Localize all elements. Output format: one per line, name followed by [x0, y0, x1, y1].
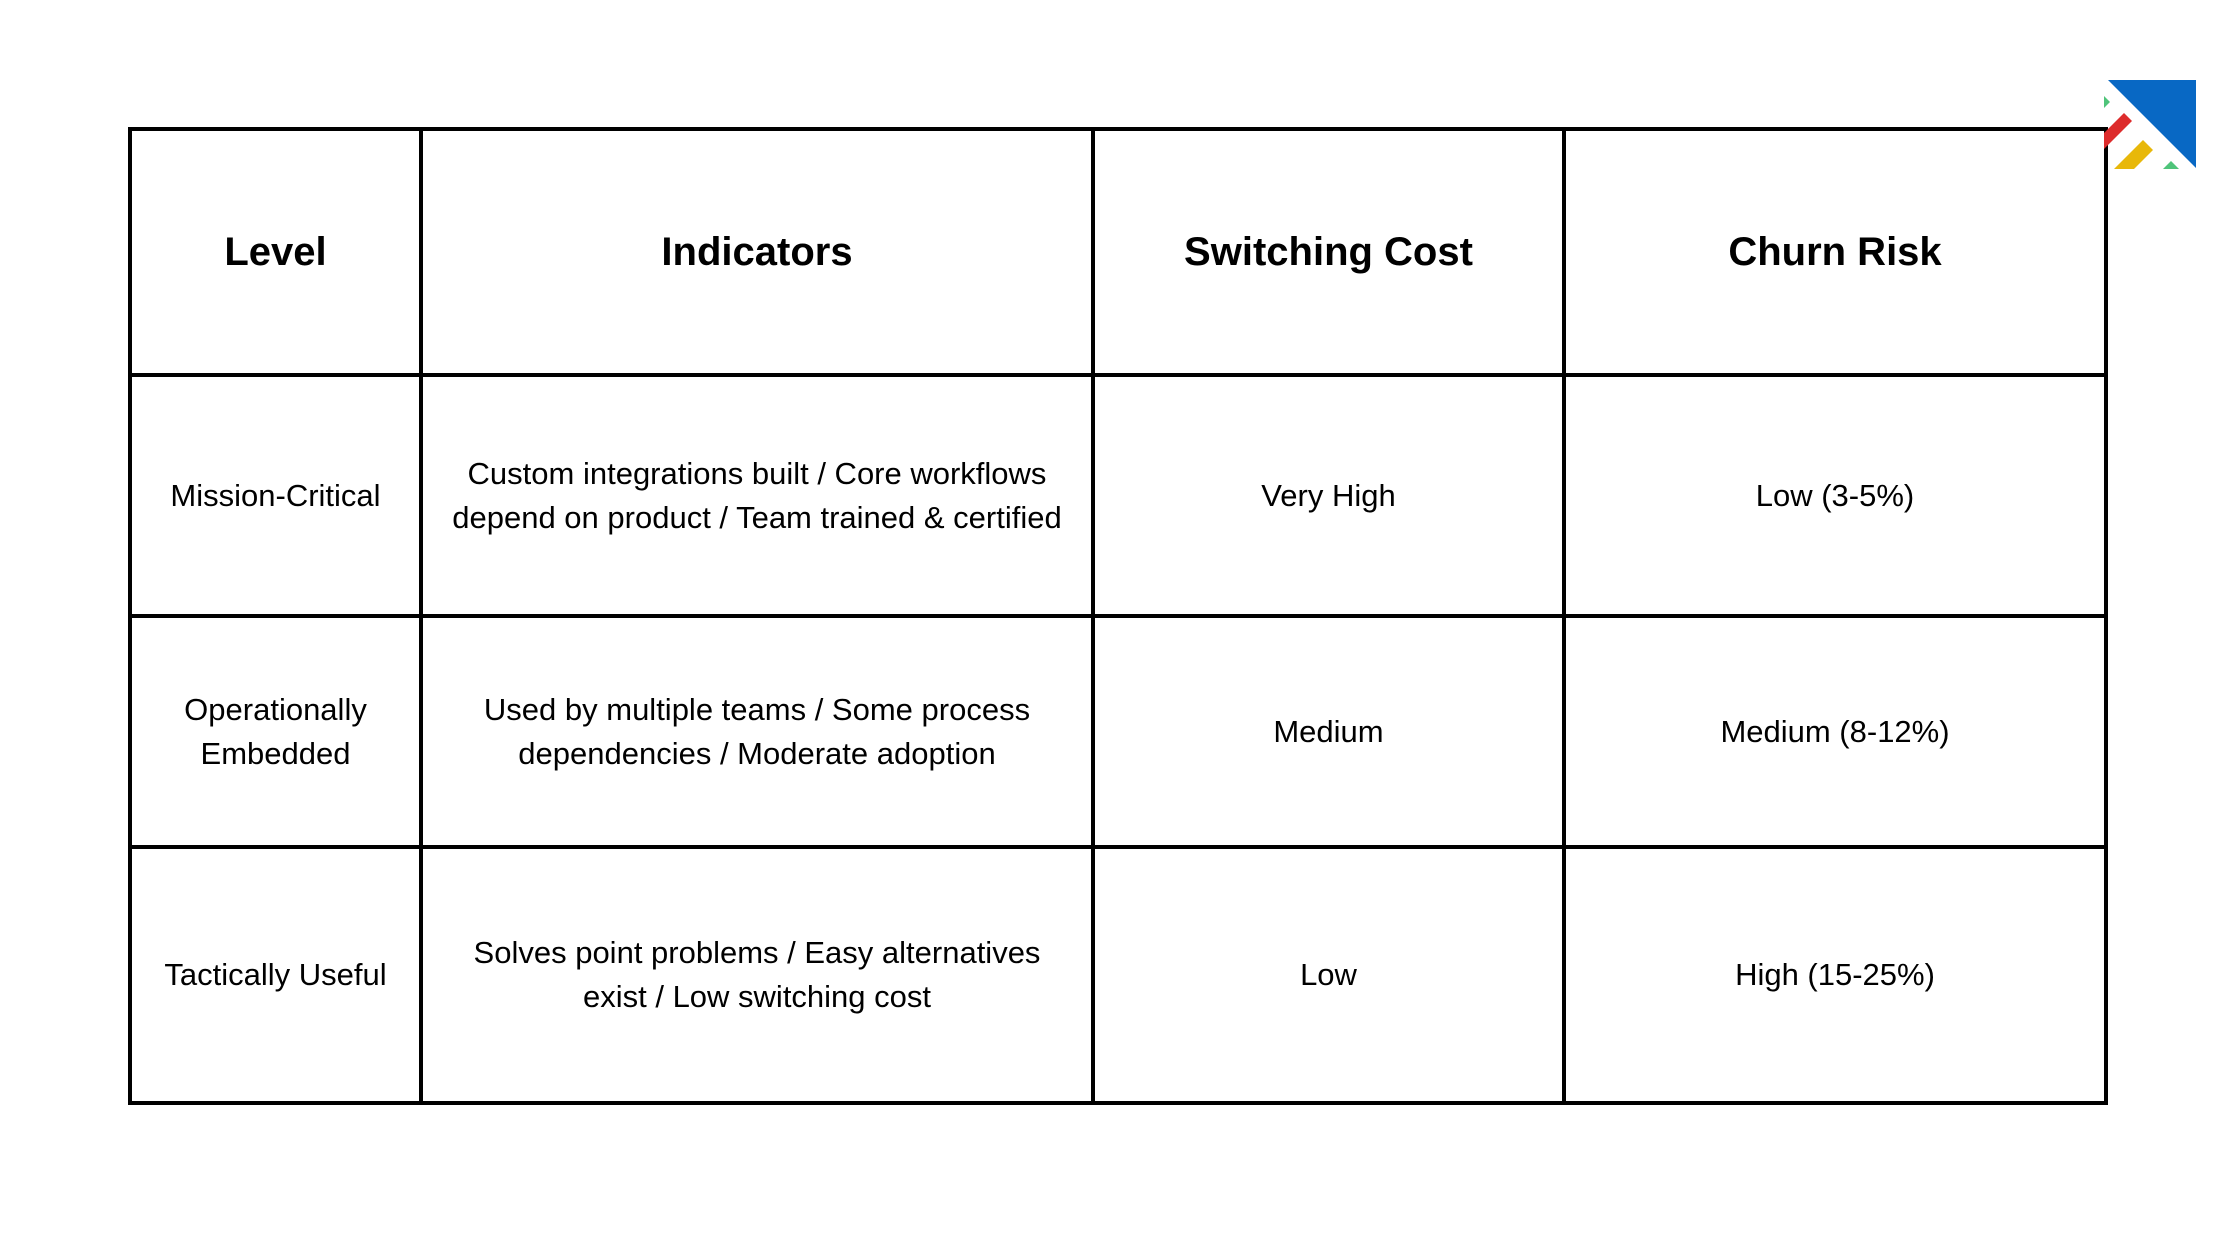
cell-level: Operationally Embedded — [130, 616, 421, 847]
brand-logo-icon — [2100, 76, 2200, 176]
cell-indicators: Used by multiple teams / Some process dependencies / Moderate adoption — [421, 616, 1093, 847]
table-header-row — [130, 129, 2106, 375]
comparison-table — [128, 127, 2108, 1105]
cell-churn-risk: High (15-25%) — [1564, 847, 2106, 1103]
cell-indicators: Custom integrations built / Core workflows depend on product / Team trained & certified — [421, 375, 1093, 616]
table-row — [130, 616, 2106, 847]
cell-switching-cost: Very High — [1093, 375, 1564, 616]
cell-switching-cost: Medium — [1093, 616, 1564, 847]
table-row — [130, 847, 2106, 1103]
cell-switching-cost: Low — [1093, 847, 1564, 1103]
header-level: Level — [130, 129, 421, 375]
cell-level: Tactically Useful — [130, 847, 421, 1103]
cell-indicators: Solves point problems / Easy alternatives exist / Low switching cost — [421, 847, 1093, 1103]
cell-level: Mission-Critical — [130, 375, 421, 616]
cell-churn-risk: Medium (8-12%) — [1564, 616, 2106, 847]
table-row — [130, 375, 2106, 616]
cell-churn-risk: Low (3-5%) — [1564, 375, 2106, 616]
header-indicators: Indicators — [421, 129, 1093, 375]
header-switching-cost: Switching Cost — [1093, 129, 1564, 375]
comparison-table-container — [128, 127, 2108, 1105]
header-churn-risk: Churn Risk — [1564, 129, 2106, 375]
